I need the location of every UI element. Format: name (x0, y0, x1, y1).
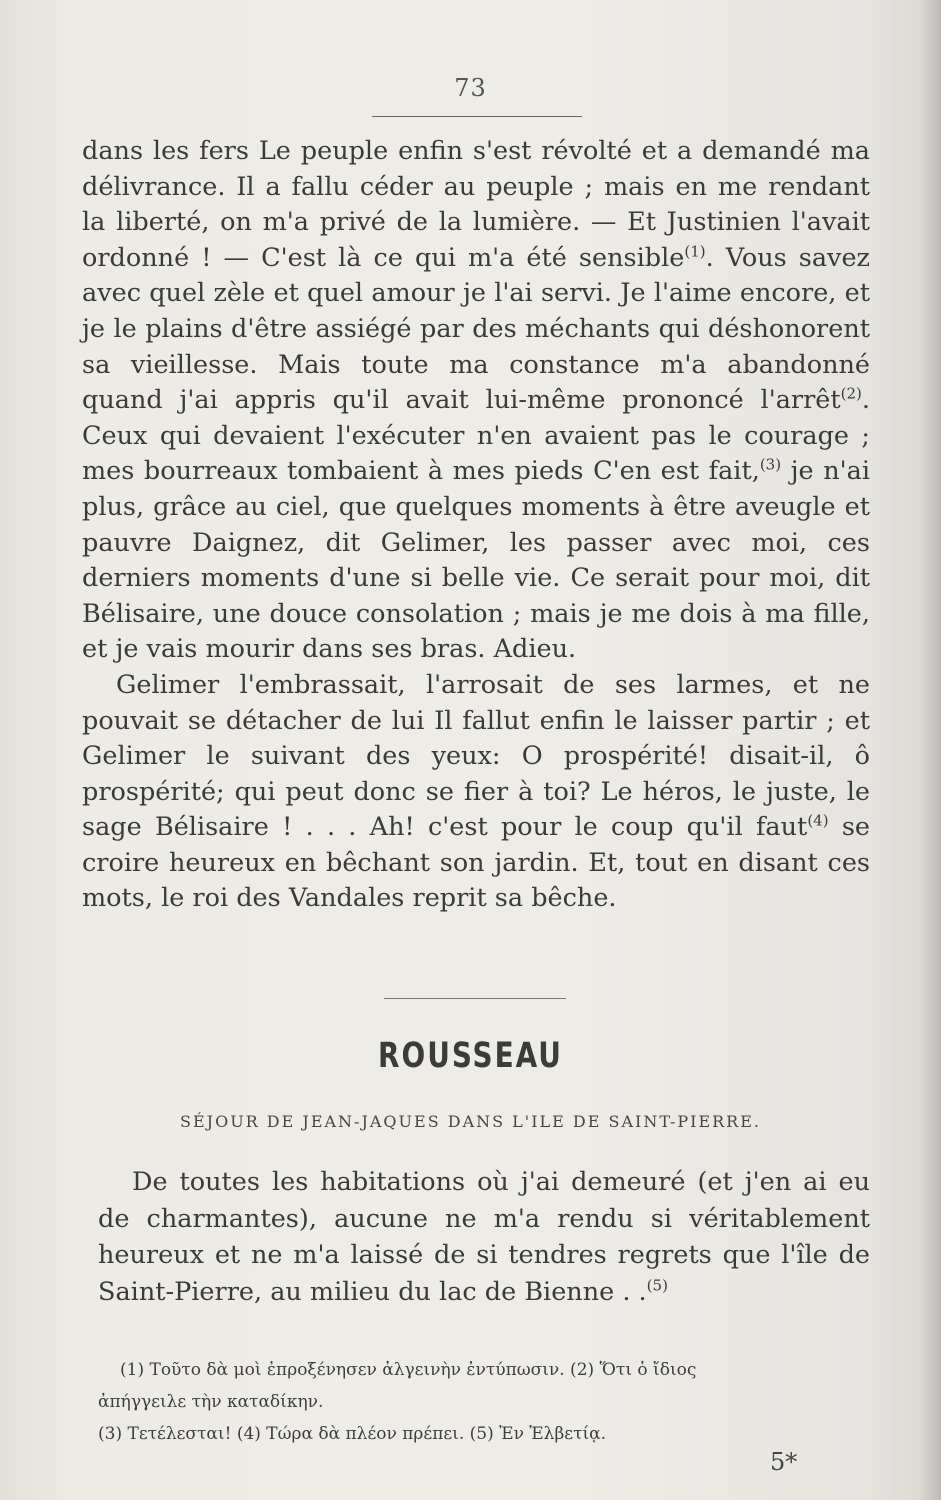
signature-mark: 5* (770, 1448, 798, 1476)
footnote-ref-1: (1) (684, 242, 706, 261)
paragraph-1-part-b: . Vous savez avec quel zèle et quel amour je l'ai servi. Je l'aime encore, et je le plains d'être assiégé par des méchants qui déshonorent sa vieillesse. Mais toute ma constance m'a abandonné quand j'ai appris qu'il avait lui-même prononcé l'arrêt (82, 242, 870, 416)
header-rule (372, 116, 582, 117)
footnote-ref-3: (3) (759, 455, 782, 474)
body-text-rousseau (98, 1164, 870, 1310)
section-divider (384, 998, 566, 999)
paragraph-2 (82, 668, 870, 917)
page-number: 73 (454, 74, 487, 102)
paragraph-2-part-b: se croire heureux en bêchant son jardin. Et, tout en disant ces mots, le roi des Vandales reprit sa bêche. (82, 812, 870, 914)
paragraph-1 (82, 134, 870, 668)
paragraph-2-part-a: Gelimer l'embrassait, l'arrosait de ses larmes, et ne pouvait se détacher de lui Il fallut enfin le laisser partir ; et Gelimer le suivant des yeux: O prospérité! disait-il, ô prospérité; qui peut donc se fier à toi? Le héros, le juste, le sage Bélisaire ! . . . Ah! c'est pour le coup qu'il faut (82, 669, 870, 843)
footnote-line-1: (1) Τοῦτο δὰ μοὶ ἐπροξένησεν ἀλγεινὴν ἐντύπωσιν. (2) Ὅτι ὁ ἴδιος (120, 1360, 697, 1380)
paragraph-1-part-a: dans les fers Le peuple enfin s'est révolté et a demandé ma délivrance. Il a fallu céder au peuple ; mais en me rendant la liberté, on m'a privé de la lumière. — Et Justinien l'avait ordonné ! — C'est là ce qui m'a été sensible (82, 136, 870, 273)
footnote-line-3: (3) Τετέλεσται! (4) Τώρα δὰ πλέον πρέπει. (5) Ἐν Ἑλβετίᾳ. (98, 1424, 607, 1444)
paragraph-3 (98, 1164, 870, 1310)
footnote-ref-4: (4) (807, 811, 829, 830)
footnote-line-2: ἀπήγγειλε τὴν καταδίκην. (98, 1392, 324, 1412)
paragraph-1-part-d: je n'ai plus, grâce au ciel, que quelques moments à être aveugle et pauvre Daignez, dit Gelimer, les passer avec moi, ces derniers moments d'une si belle vie. Ce serait pour moi, dit Bélisaire, une douce consolation ; mais je me dois à ma fille, et je vais mourir dans ses bras. Adieu. (82, 456, 870, 665)
footnotes (98, 1354, 880, 1450)
paragraph-3-text: De toutes les habitations où j'ai demeuré (et j'en ai eu de charmantes), aucune ne m'a rendu si véritablement heureux et ne m'a laissé de si tendres regrets que l'île de Saint-Pierre, au milieu du lac de Bienne . . (98, 1167, 870, 1307)
footnote-ref-2: (2) (840, 384, 862, 403)
body-text-belisaire (82, 134, 870, 917)
paragraph-1-part-c: . Ceux qui devaient l'exécuter n'en avaient pas le courage ; mes bourreaux tombaient à mes pieds C'en est fait, (82, 385, 870, 487)
section-subtitle: SÉJOUR DE JEAN-JAQUES DANS L'ILE DE SAINT-PIERRE. (180, 1112, 761, 1131)
footnote-ref-5: (5) (646, 1276, 668, 1294)
section-title: ROUSSEAU (378, 1035, 563, 1077)
page-edge-shadow (919, 0, 941, 1500)
